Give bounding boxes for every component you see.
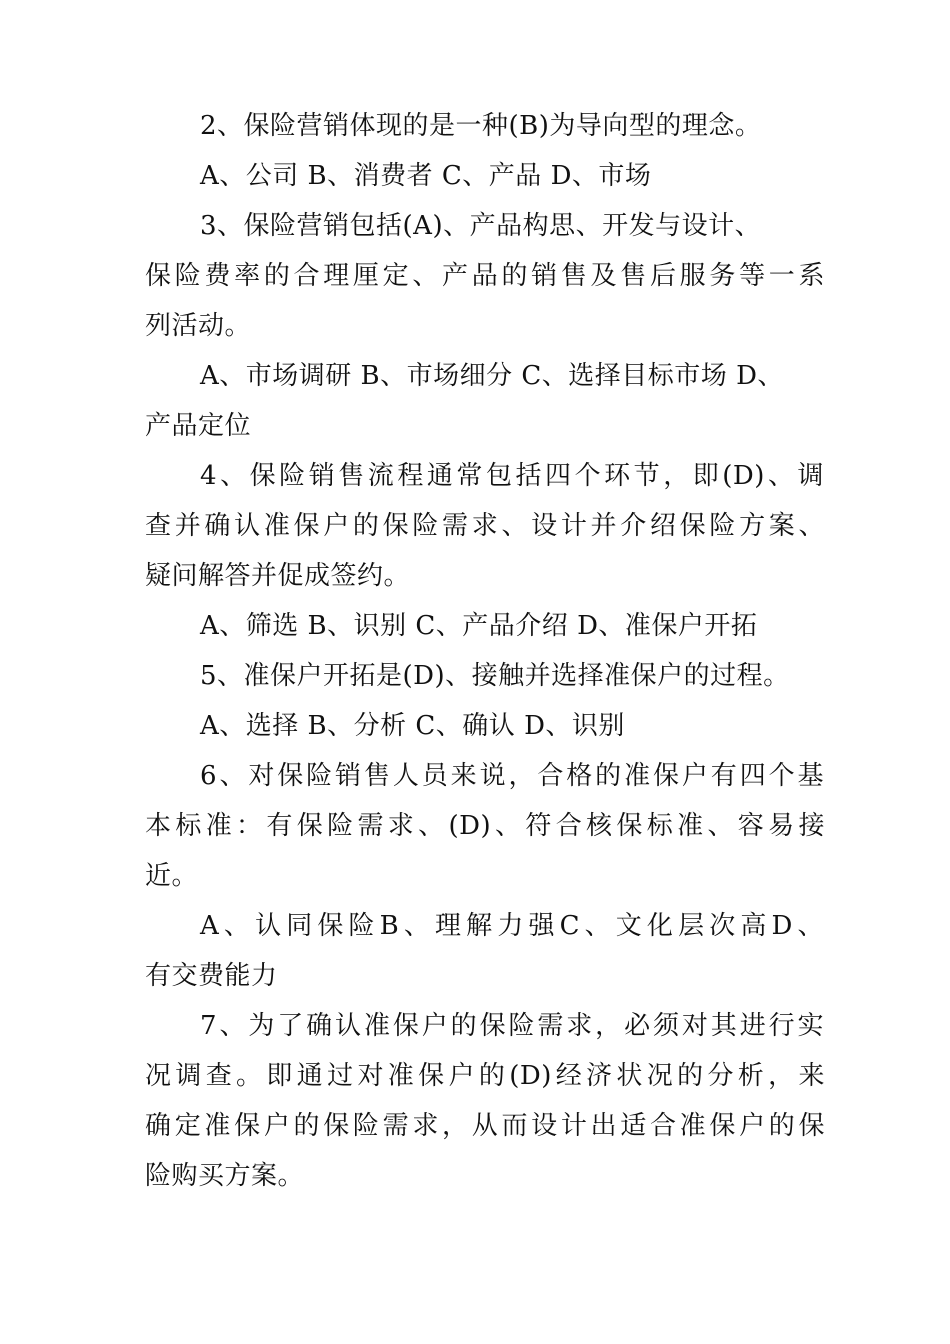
question-2-line-1: 2、保险营销体现的是一种(B)为导向型的理念。 bbox=[200, 111, 762, 141]
question-3-line-1: 3、保险营销包括(A)、产品构思、开发与设计、 bbox=[200, 211, 762, 241]
question-3-line-2: 保险费率的合理厘定、产品的销售及售后服务等一系 bbox=[145, 261, 825, 291]
question-6-options-line-2: 有交费能力 bbox=[145, 961, 278, 991]
question-3-options-line-2: 产品定位 bbox=[145, 411, 252, 441]
question-4-options: A、筛选 B、识别 C、产品介绍 D、准保户开拓 bbox=[200, 611, 758, 641]
question-5-line-1: 5、准保户开拓是(D)、接触并选择准保户的过程。 bbox=[200, 661, 790, 691]
question-3-line-3: 列活动。 bbox=[145, 311, 252, 341]
question-6-line-1: 6、对保险销售人员来说，合格的准保户有四个基 bbox=[200, 761, 824, 791]
question-2-options: A、公司 B、消费者 C、产品 D、市场 bbox=[200, 161, 652, 191]
question-6-line-3: 近。 bbox=[145, 861, 199, 891]
question-7-line-4: 险购买方案。 bbox=[145, 1161, 305, 1191]
question-6-options-line-1: A、认同保险B、理解力强C、文化层次高D、 bbox=[200, 911, 824, 941]
question-7-line-1: 7、为了确认准保户的保险需求，必须对其进行实 bbox=[200, 1011, 824, 1041]
question-7-line-2: 况调查。即通过对准保户的(D)经济状况的分析，来 bbox=[145, 1061, 825, 1091]
question-3-options-line-1: A、市场调研 B、市场细分 C、选择目标市场 D、 bbox=[200, 361, 784, 391]
question-5-options: A、选择 B、分析 C、确认 D、识别 bbox=[200, 711, 625, 741]
question-7-line-3: 确定准保户的保险需求，从而设计出适合准保户的保 bbox=[145, 1111, 825, 1141]
question-4-line-2: 查并确认准保户的保险需求、设计并介绍保险方案、 bbox=[145, 511, 825, 541]
question-4-line-1: 4、保险销售流程通常包括四个环节，即(D)、调 bbox=[200, 461, 824, 491]
question-6-line-2: 本标准：有保险需求、(D)、符合核保标准、容易接 bbox=[145, 811, 825, 841]
question-4-line-3: 疑问解答并促成签约。 bbox=[145, 561, 411, 591]
